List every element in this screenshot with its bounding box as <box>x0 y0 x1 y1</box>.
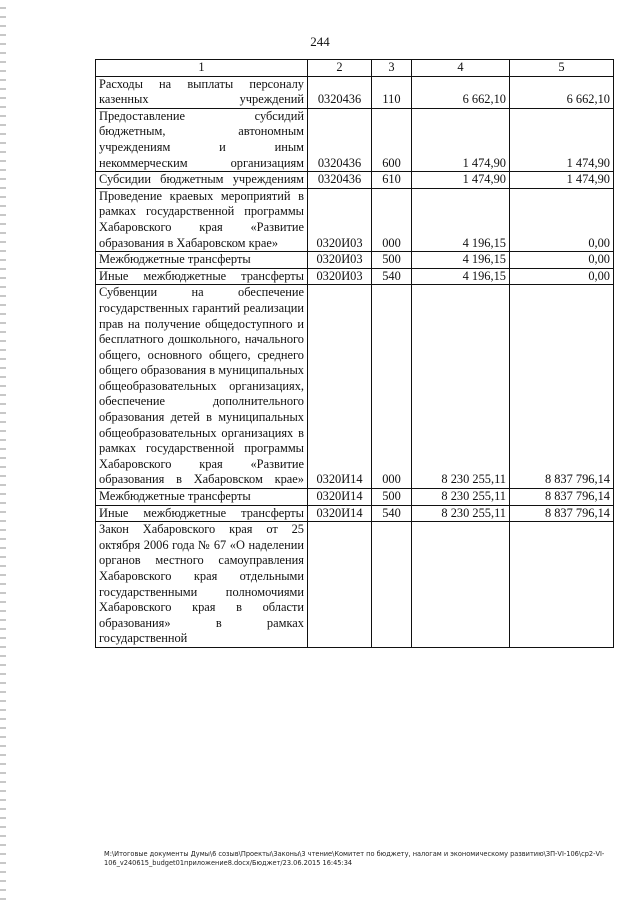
document-path-footer: M:\Итоговые документы Думы\6 созыв\Проекты\Законы\3 чтение\Комитет по бюджету, налогам и экономическому развитию\ЗП-VI-106\ср2-VI-106_v240615_budget01приложение8.docx/Бюджет/23.06.2015 16:45:34 <box>104 850 605 867</box>
row-amount-col5: 0,00 <box>510 188 614 251</box>
row-expense-type: 600 <box>372 108 412 171</box>
row-amount-col4: 8 230 255,11 <box>412 505 510 522</box>
row-expense-type: 540 <box>372 505 412 522</box>
row-target-code: 0320И03 <box>308 188 372 251</box>
table-row <box>96 268 614 285</box>
table-row <box>96 172 614 189</box>
row-name: Иные межбюджетные трансферты <box>96 505 308 522</box>
table-row <box>96 505 614 522</box>
row-target-code: 0320И14 <box>308 285 372 489</box>
row-target-code: 0320И03 <box>308 268 372 285</box>
column-header: 3 <box>372 60 412 77</box>
row-expense-type: 500 <box>372 252 412 269</box>
row-name: Межбюджетные трансферты <box>96 252 308 269</box>
row-amount-col4: 8 230 255,11 <box>412 489 510 506</box>
row-expense-type: 500 <box>372 489 412 506</box>
column-header: 4 <box>412 60 510 77</box>
page-number: 244 <box>310 34 330 49</box>
row-expense-type: 000 <box>372 188 412 251</box>
row-amount-col4: 6 662,10 <box>412 76 510 108</box>
row-expense-type: 000 <box>372 285 412 489</box>
row-target-code: 0320И14 <box>308 505 372 522</box>
row-amount-col5: 1 474,90 <box>510 108 614 171</box>
table-row <box>96 522 614 648</box>
row-amount-col4: 8 230 255,11 <box>412 285 510 489</box>
table-row <box>96 108 614 171</box>
row-amount-col5: 0,00 <box>510 252 614 269</box>
column-header: 2 <box>308 60 372 77</box>
row-target-code: 0320И03 <box>308 252 372 269</box>
row-target-code: 0320И14 <box>308 489 372 506</box>
column-header: 1 <box>96 60 308 77</box>
table-row <box>96 252 614 269</box>
table-row <box>96 285 614 489</box>
row-name: Предоставление субсидий бюджетным, автономным учреждениям и иным некоммерческим организациям <box>96 108 308 171</box>
row-amount-col4: 1 474,90 <box>412 172 510 189</box>
row-name: Расходы на выплаты персоналу казенных учреждений <box>96 76 308 108</box>
row-expense-type: 610 <box>372 172 412 189</box>
row-expense-type: 110 <box>372 76 412 108</box>
row-name: Межбюджетные трансферты <box>96 489 308 506</box>
scan-left-edge <box>0 0 6 905</box>
row-target-code <box>308 522 372 648</box>
row-name: Субсидии бюджетным учреждениям <box>96 172 308 189</box>
table-row <box>96 188 614 251</box>
column-header: 5 <box>510 60 614 77</box>
table-row <box>96 489 614 506</box>
row-target-code: 0320436 <box>308 76 372 108</box>
table-row <box>96 76 614 108</box>
row-target-code: 0320436 <box>308 172 372 189</box>
budget-table <box>95 59 614 648</box>
row-amount-col4 <box>412 522 510 648</box>
row-amount-col4: 1 474,90 <box>412 108 510 171</box>
row-amount-col5: 8 837 796,14 <box>510 505 614 522</box>
row-amount-col4: 4 196,15 <box>412 188 510 251</box>
row-name: Субвенции на обеспечение государственных гарантий реализации прав на получение общедоступного и бесплатного дошкольного, начального общего, основного общего, среднего общего образования в муниципальных общеобразовательных организациях, обеспечение дополнительного образования детей в муниципальных общеобразовательных организациях в рамках государственной программы Хабаровского края «Развитие образования в Хабаровском крае» <box>96 285 308 489</box>
row-amount-col5: 8 837 796,14 <box>510 489 614 506</box>
row-name: Закон Хабаровского края от 25 октября 2006 года № 67 «О наделении органов местного самоуправления Хабаровского края отдельными государственными полномочиями Хабаровского края в области образования» в рамках государственной <box>96 522 308 648</box>
row-name: Проведение краевых мероприятий в рамках государственной программы Хабаровского края «Развитие образования в Хабаровском крае» <box>96 188 308 251</box>
table-header-row <box>96 60 614 77</box>
row-expense-type: 540 <box>372 268 412 285</box>
row-amount-col4: 4 196,15 <box>412 252 510 269</box>
row-amount-col5: 8 837 796,14 <box>510 285 614 489</box>
row-amount-col4: 4 196,15 <box>412 268 510 285</box>
row-expense-type <box>372 522 412 648</box>
row-amount-col5: 1 474,90 <box>510 172 614 189</box>
row-amount-col5: 0,00 <box>510 268 614 285</box>
row-target-code: 0320436 <box>308 108 372 171</box>
row-name: Иные межбюджетные трансферты <box>96 268 308 285</box>
row-amount-col5: 6 662,10 <box>510 76 614 108</box>
row-amount-col5 <box>510 522 614 648</box>
